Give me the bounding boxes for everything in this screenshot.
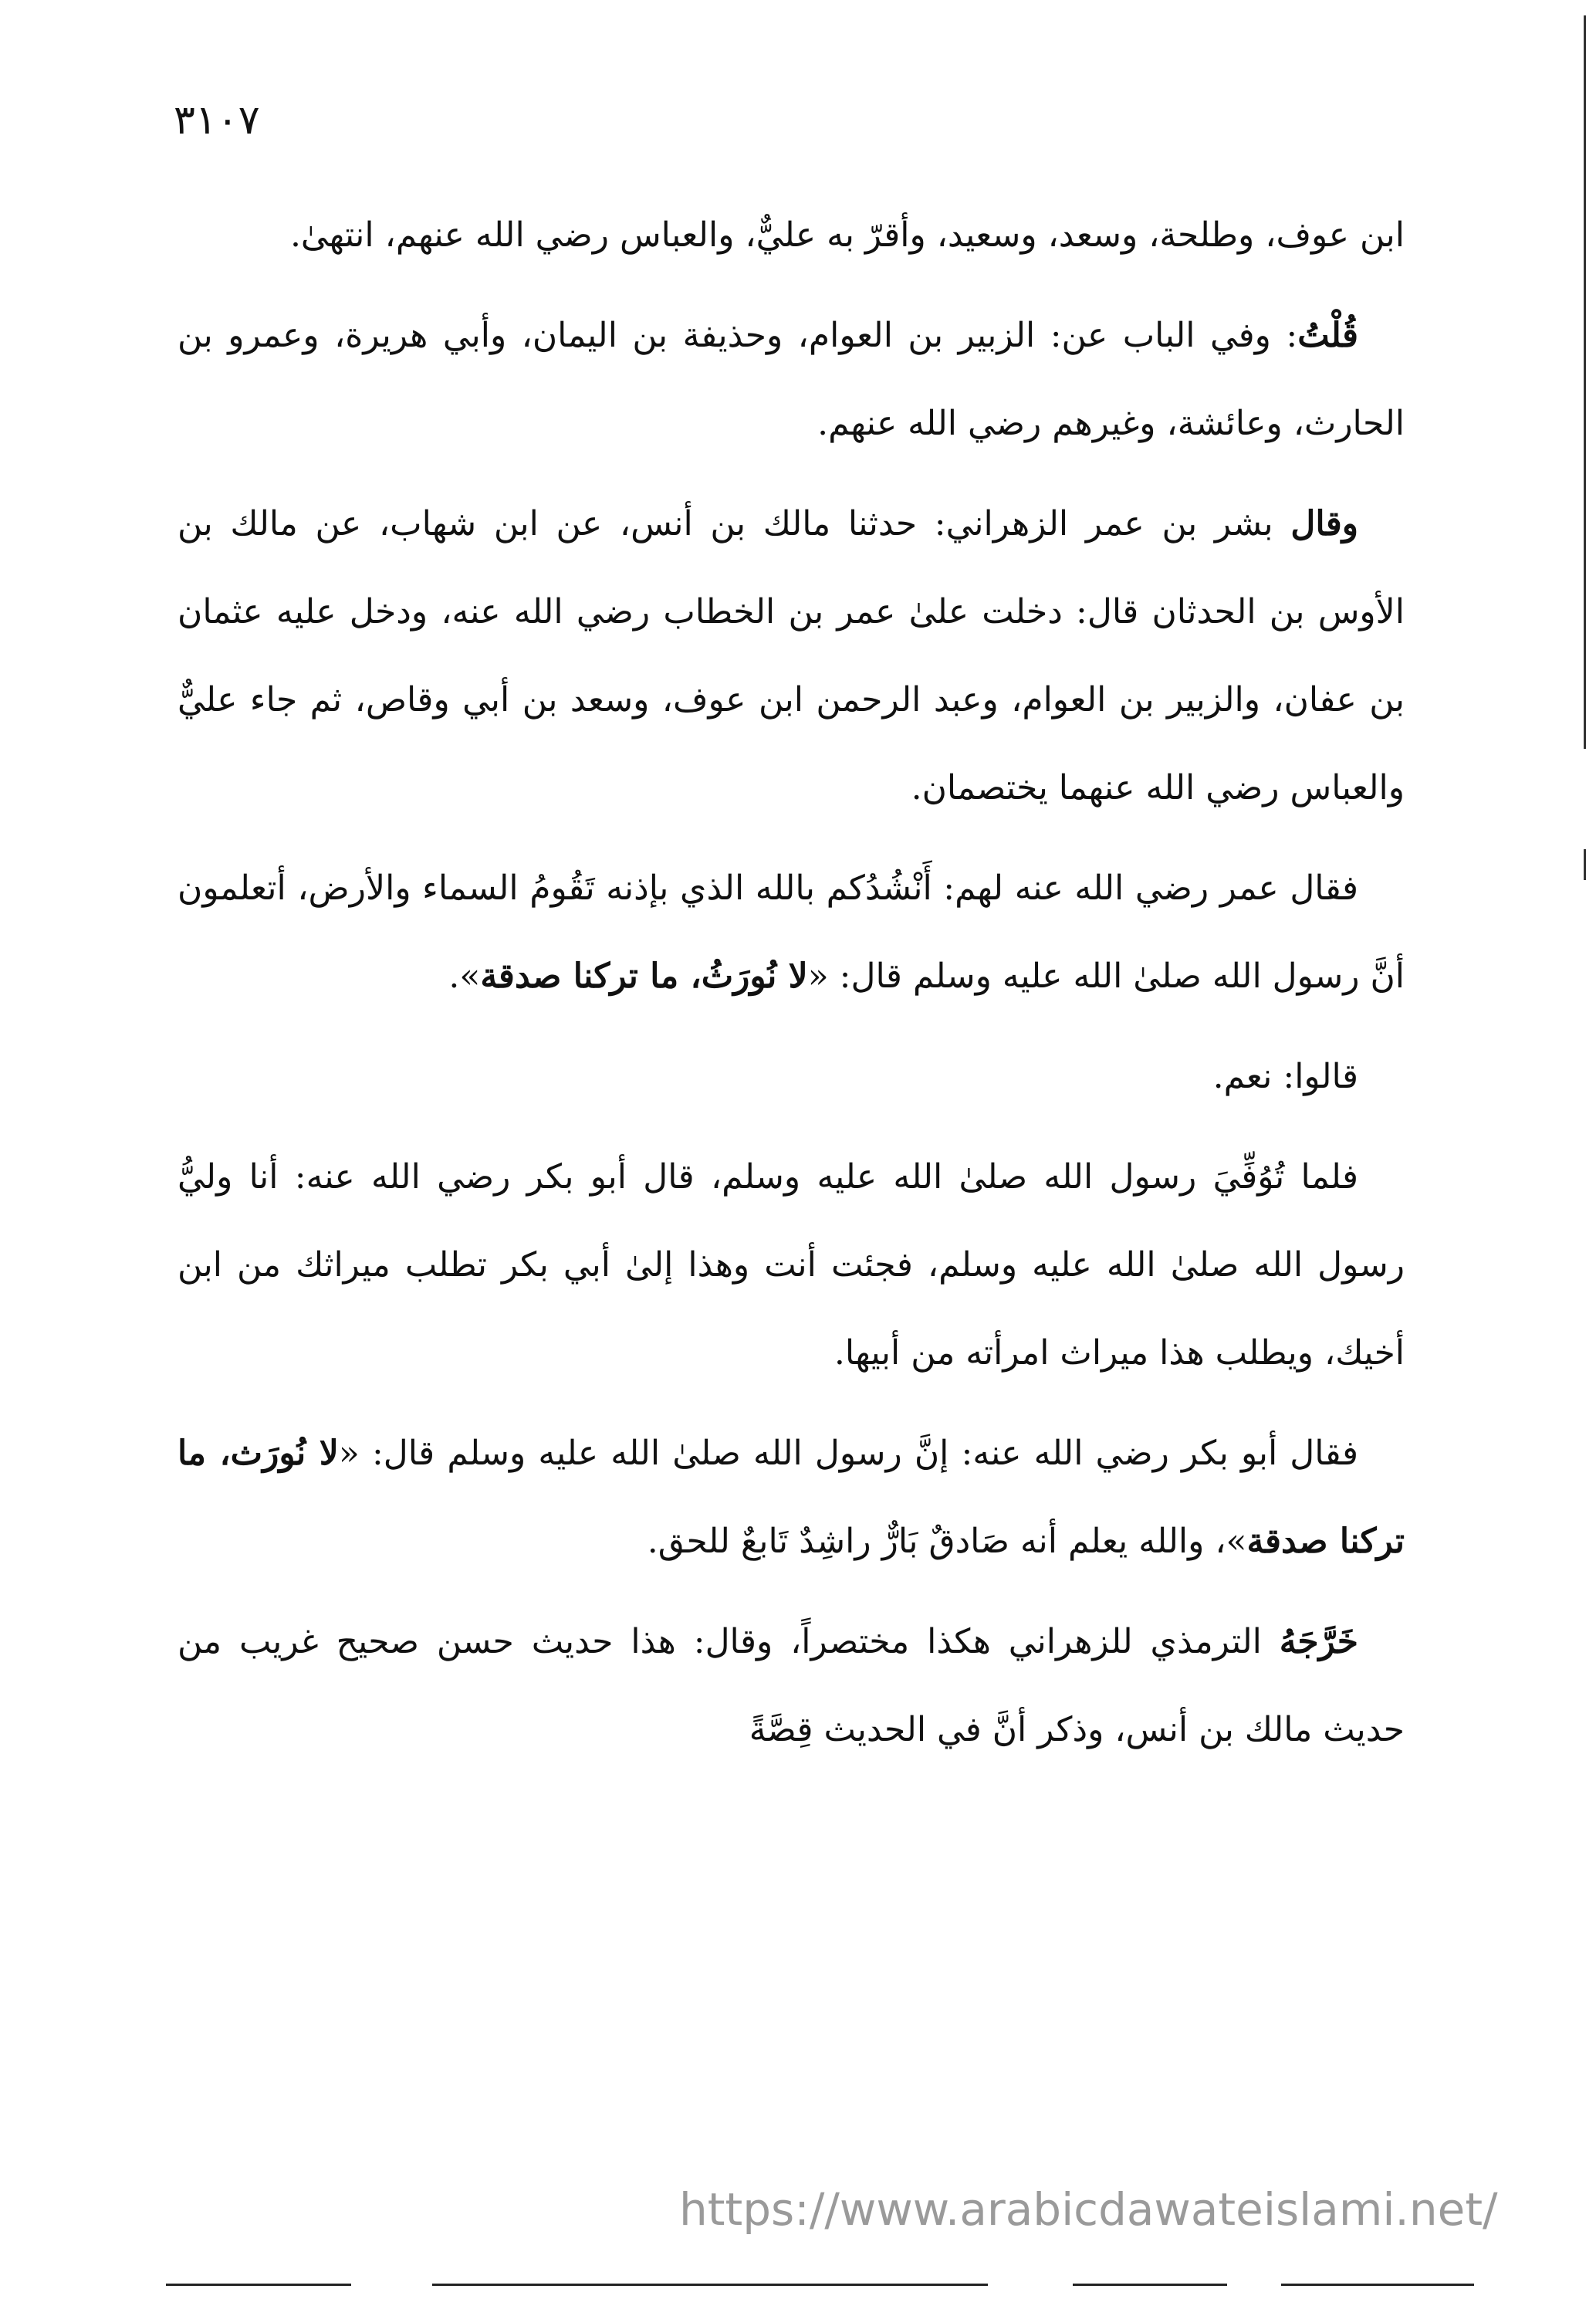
text-segment: فقال أبو بكر رضي الله عنه: إنَّ رسول الله صلىٰ الله عليه وسلم قال: « [338,1434,1358,1473]
bold-text-segment: قُلْتُ [1297,316,1358,355]
page-edge-line [1584,849,1586,880]
text-segment: : وفي الباب عن: الزبير بن العوام، وحذيفة بن اليمان، وأبي هريرة، وعمرو بن الحارث، وعائشة، وغيرهم رضي الله عنهم. [178,316,1405,443]
page-number: ٣١٠٧ [174,97,260,144]
text-segment: ابن عوف، وطلحة، وسعد، وسعيد، وأقرّ به عليٌّ، والعباس رضي الله عنهم، انتهىٰ. [289,215,1405,255]
bold-text-segment: لا نُورَثُ، ما تركنا صدقة [480,957,808,996]
paragraph [178,1133,1405,1397]
text-segment: قالوا: نعم. [1212,1057,1358,1096]
body-text [178,191,1405,1786]
text-segment: فلما تُوُفِّيَ رسول الله صلىٰ الله عليه وسلم، قال أبو بكر رضي الله عنه: أنا وليُّ رسول الله صلىٰ الله عليه وسلم، فجئت أنت وهذا إلىٰ أبي بكر تطلب ميراثك من ابن أخيك، ويطلب هذا ميراث امرأته من أبيها. [178,1157,1405,1373]
footer-rule [1073,2284,1227,2286]
text-segment: ». [448,957,481,996]
bold-text-segment: وقال [1290,504,1358,543]
paragraph [178,845,1405,1021]
paragraph [178,191,1405,279]
page-edge-line [1584,15,1586,749]
paragraph [178,1598,1405,1774]
text-segment: »، والله يعلم أنه صَادقٌ بَارٌّ راشِدٌ تَابعٌ للحق. [647,1522,1247,1561]
paragraph [178,1410,1405,1586]
text-segment: بشر بن عمر الزهراني: حدثنا مالك بن أنس، عن ابن شهاب، عن مالك بن الأوس بن الحدثان قال: دخلت علىٰ عمر بن الخطاب رضي الله عنه، ودخل عليه عثمان بن عفان، والزبير بن العوام، وعبد الرحمن ابن عوف، وسعد بن أبي وقاص، ثم جاء عليٌّ والعباس رضي الله عنهما يختصمان. [178,504,1405,808]
paragraph [178,480,1405,832]
footer-rule [166,2284,351,2286]
paragraph [178,1033,1405,1121]
footer-rule [432,2284,988,2286]
text-segment: الترمذي للزهراني هكذا مختصراً، وقال: هذا حديث حسن صحيح غريب من حديث مالك بن أنس، وذكر أنَّ في الحديث قِصَّةً [178,1622,1405,1749]
watermark-url: https://www.arabicdawateislami.net/ [679,2183,1498,2236]
footer-rule [1281,2284,1474,2286]
bold-text-segment: لا نُورَث، ما تركنا صدقة [178,1434,1405,1561]
paragraph [178,292,1405,468]
bold-text-segment: خَرَّجَهُ [1279,1622,1358,1661]
text-segment: فقال عمر رضي الله عنه لهم: أَنْشُدُكم بالله الذي بإذنه تَقُومُ السماء والأرض، أتعلمون أنَّ رسول الله صلىٰ الله عليه وسلم قال: « [178,868,1405,996]
